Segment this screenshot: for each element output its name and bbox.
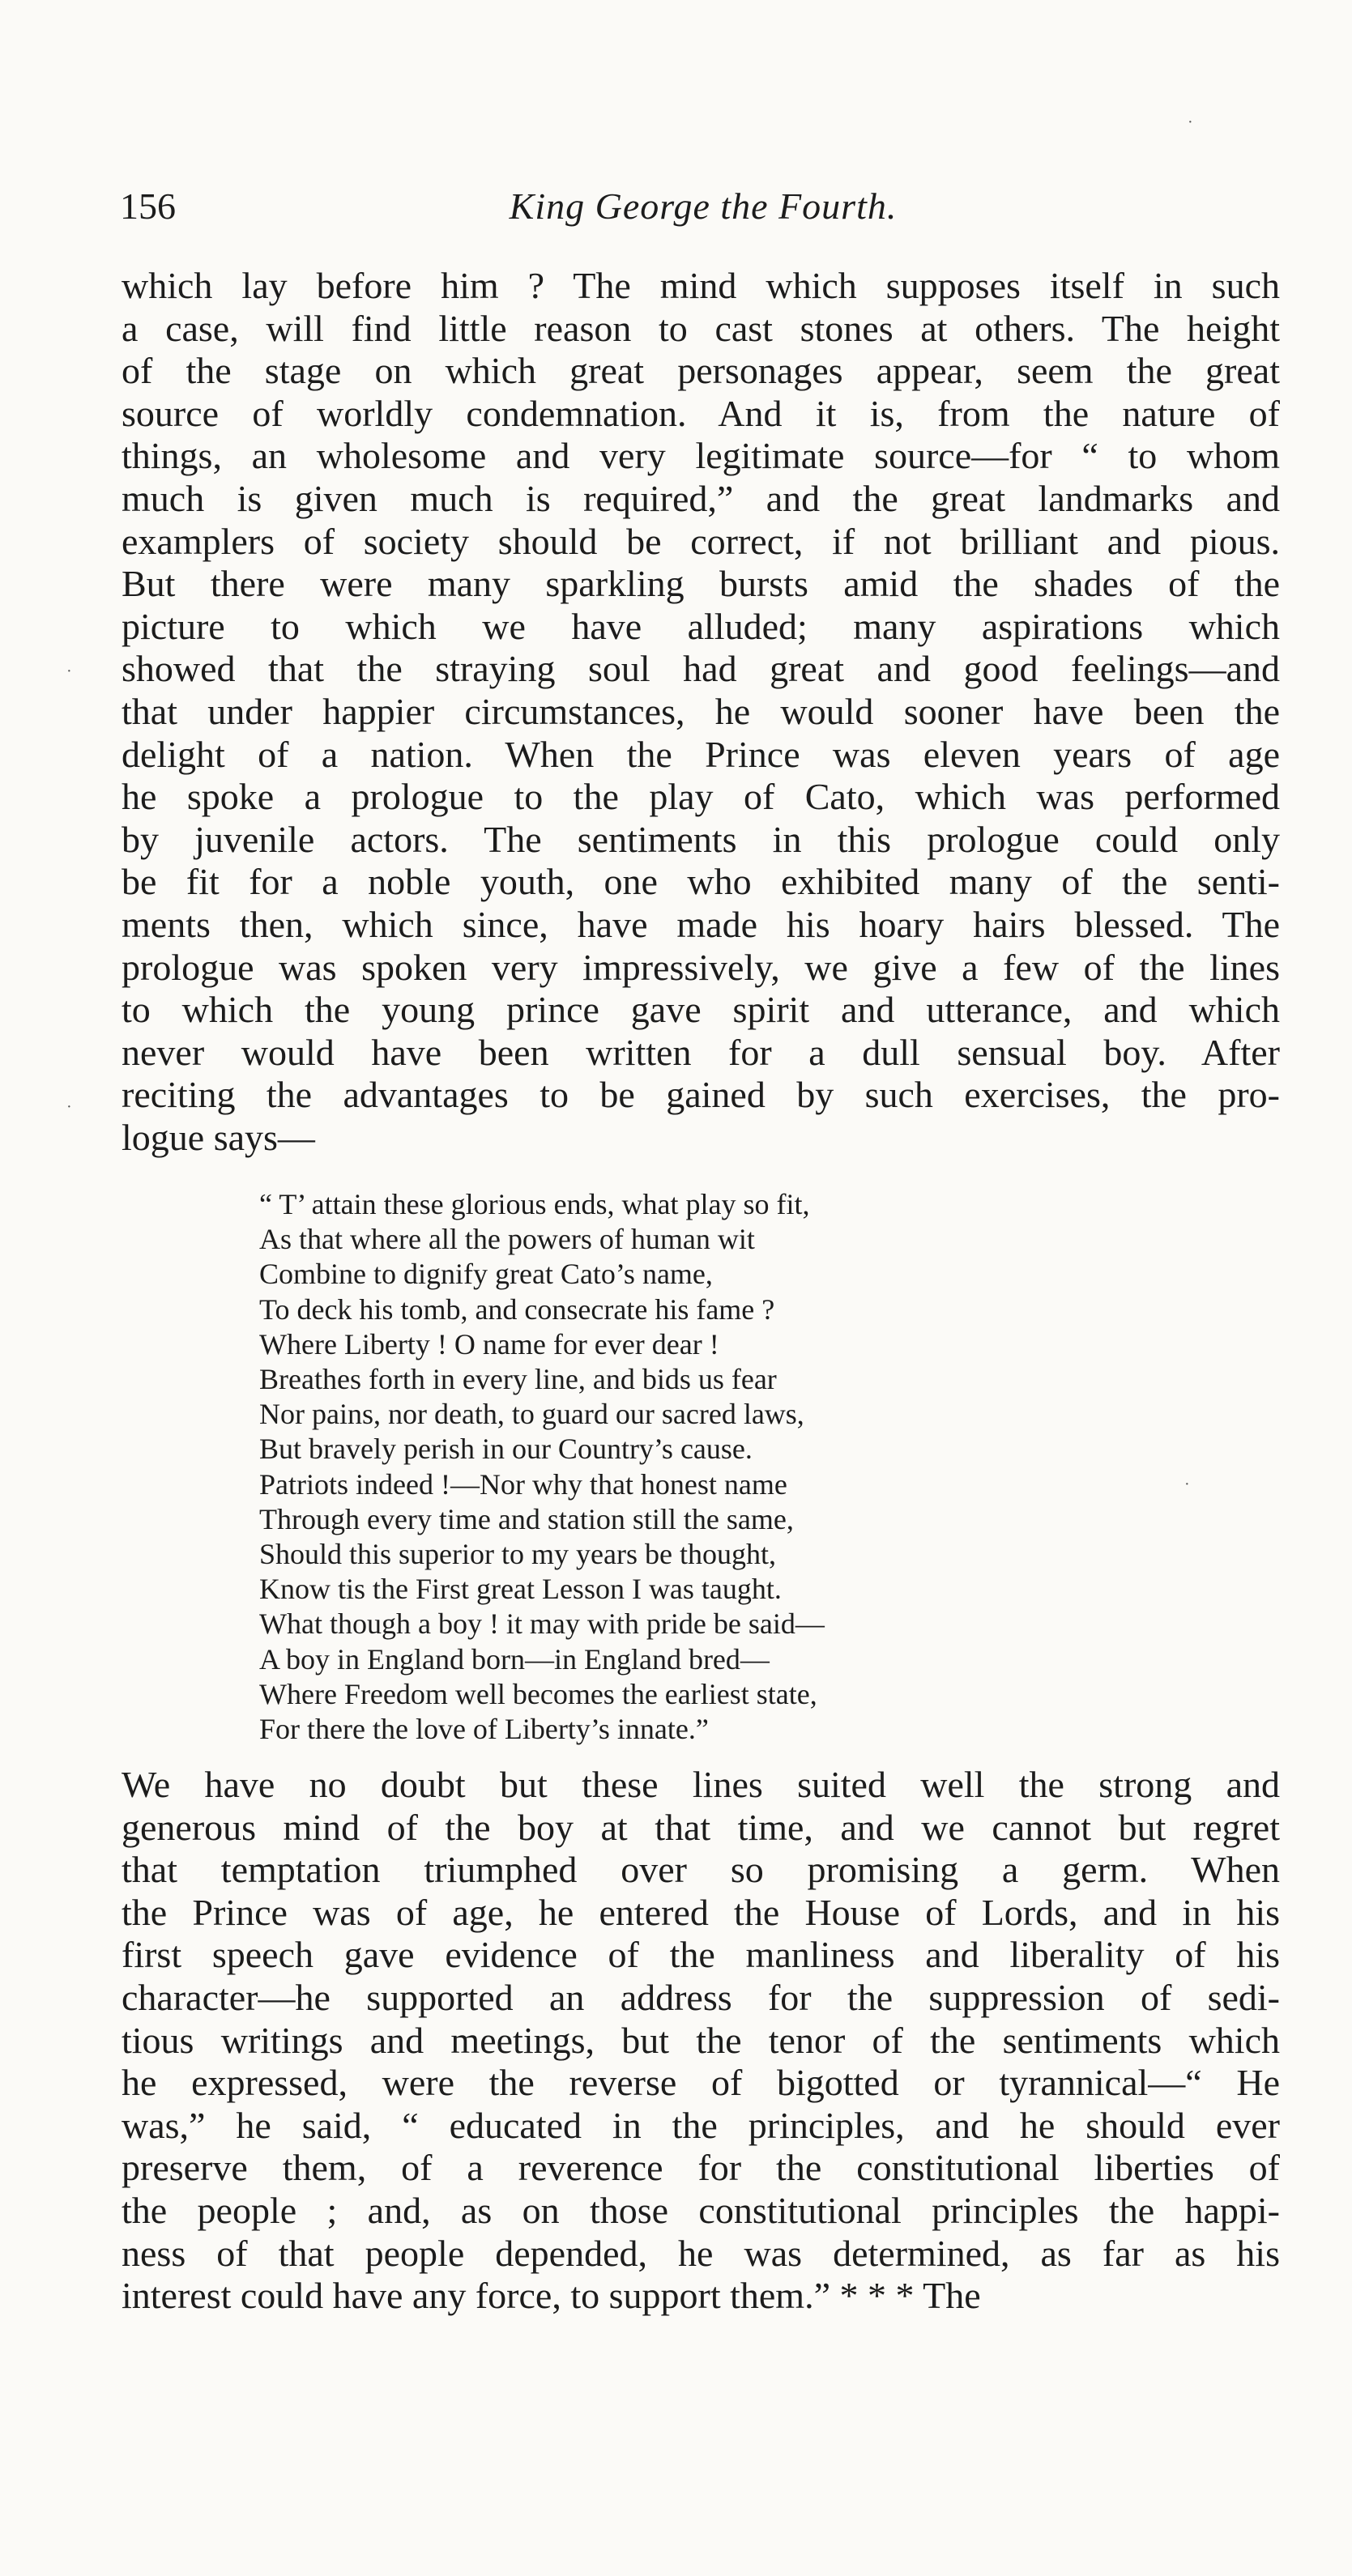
verse-line: Should this superior to my years be thought, (259, 1538, 776, 1571)
text-line: the people ; and, as on those constitutional principles the happi- (122, 2189, 1280, 2231)
page-number: 156 (120, 185, 176, 227)
verse-line: Breathes forth in every line, and bids us fear (259, 1363, 777, 1396)
verse-line: As that where all the powers of human wit (259, 1223, 755, 1256)
text-line: that under happier circumstances, he would sooner have been the (122, 690, 1280, 732)
verse-line: What though a boy ! it may with pride be said— (259, 1607, 825, 1641)
text-line: never would have been written for a dull sensual boy. After (122, 1031, 1280, 1073)
text-line: be fit for a noble youth, one who exhibited many of the senti- (122, 861, 1280, 903)
text-line: source of worldly condemnation. And it is, from the nature of (122, 392, 1280, 434)
ink-speck: · (1184, 1475, 1190, 1493)
verse-line: Where Liberty ! O name for ever dear ! (259, 1327, 719, 1360)
ink-speck: · (66, 662, 72, 680)
body-paragraph-2 (122, 1764, 1280, 2318)
text-line: showed that the straying soul had great and good feelings—and (122, 648, 1280, 690)
text-line: examplers of society should be correct, if not brilliant and pious. (122, 520, 1280, 562)
text-line: tious writings and meetings, but the tenor of the sentiments which (122, 2019, 1280, 2061)
text-line: We have no doubt but these lines suited well the strong and (122, 1764, 1280, 1805)
text-line: prologue was spoken very impressively, we give a few of the lines (122, 946, 1280, 988)
text-line: logue says— (122, 1116, 315, 1158)
text-line: delight of a nation. When the Prince was eleven years of age (122, 733, 1280, 775)
verse-line: For there the love of Liberty’s innate.” (259, 1713, 709, 1746)
text-line: ness of that people depended, he was determined, as far as his (122, 2232, 1280, 2274)
verse-line: Nor pains, nor death, to guard our sacred laws, (259, 1398, 804, 1431)
verse-line: Through every time and station still the same, (259, 1502, 794, 1535)
ink-speck: · (1188, 113, 1193, 131)
text-line: reciting the advantages to be gained by such exercises, the pro- (122, 1074, 1280, 1116)
text-line: a case, will find little reason to cast stones at others. The height (122, 307, 1280, 349)
text-line: things, an wholesome and very legitimate source—for “ to whom (122, 435, 1280, 477)
text-line: of the stage on which great personages appear, seem the great (122, 350, 1280, 392)
running-title: King George the Fourth. (509, 185, 898, 227)
text-line: by juvenile actors. The sentiments in this prologue could only (122, 818, 1280, 860)
page-header (120, 185, 1286, 233)
text-line: which lay before him ? The mind which supposes itself in such (122, 265, 1280, 306)
verse-line: A boy in England born—in England bred— (259, 1642, 770, 1675)
body-paragraph-1 (122, 265, 1280, 1159)
verse-line: But bravely perish in our Country’s cause. (259, 1433, 753, 1466)
text-line: he expressed, were the reverse of bigotted or tyrannical—“ He (122, 2062, 1280, 2104)
text-line: was,” he said, “ educated in the principles, and he should ever (122, 2104, 1280, 2146)
verse-line: Know tis the First great Lesson I was taught. (259, 1573, 782, 1606)
text-line: interest could have any force, to support them.” * * * The (122, 2275, 981, 2317)
text-line: But there were many sparkling bursts amid the shades of the (122, 563, 1280, 605)
text-line: ments then, which since, have made his hoary hairs blessed. The (122, 903, 1280, 945)
verse-line: To deck his tomb, and consecrate his fame ? (259, 1292, 775, 1326)
quoted-prologue-verse (259, 1187, 1037, 1747)
ink-speck: · (66, 1098, 72, 1116)
text-line: he spoke a prologue to the play of Cato, which was performed (122, 776, 1280, 818)
text-line: generous mind of the boy at that time, and we cannot but regret (122, 1806, 1280, 1848)
text-line: to which the young prince gave spirit and utterance, and which (122, 989, 1280, 1031)
verse-line: Patriots indeed !—Nor why that honest name (259, 1467, 787, 1501)
text-line: picture to which we have alluded; many aspirations which (122, 605, 1280, 647)
text-line: the Prince was of age, he entered the House of Lords, and in his (122, 1891, 1280, 1933)
text-line: that temptation triumphed over so promising a germ. When (122, 1849, 1280, 1891)
verse-line: “ T’ attain these glorious ends, what play so fit, (259, 1188, 810, 1220)
text-line: much is given much is required,” and the great landmarks and (122, 477, 1280, 519)
text-line: preserve them, of a reverence for the constitutional liberties of (122, 2147, 1280, 2189)
verse-line: Where Freedom well becomes the earliest state, (259, 1677, 817, 1710)
verse-line: Combine to dignify great Cato’s name, (259, 1258, 713, 1291)
text-line: first speech gave evidence of the manliness and liberality of his (122, 1934, 1280, 1976)
text-line: character—he supported an address for the suppression of sedi- (122, 1976, 1280, 2018)
